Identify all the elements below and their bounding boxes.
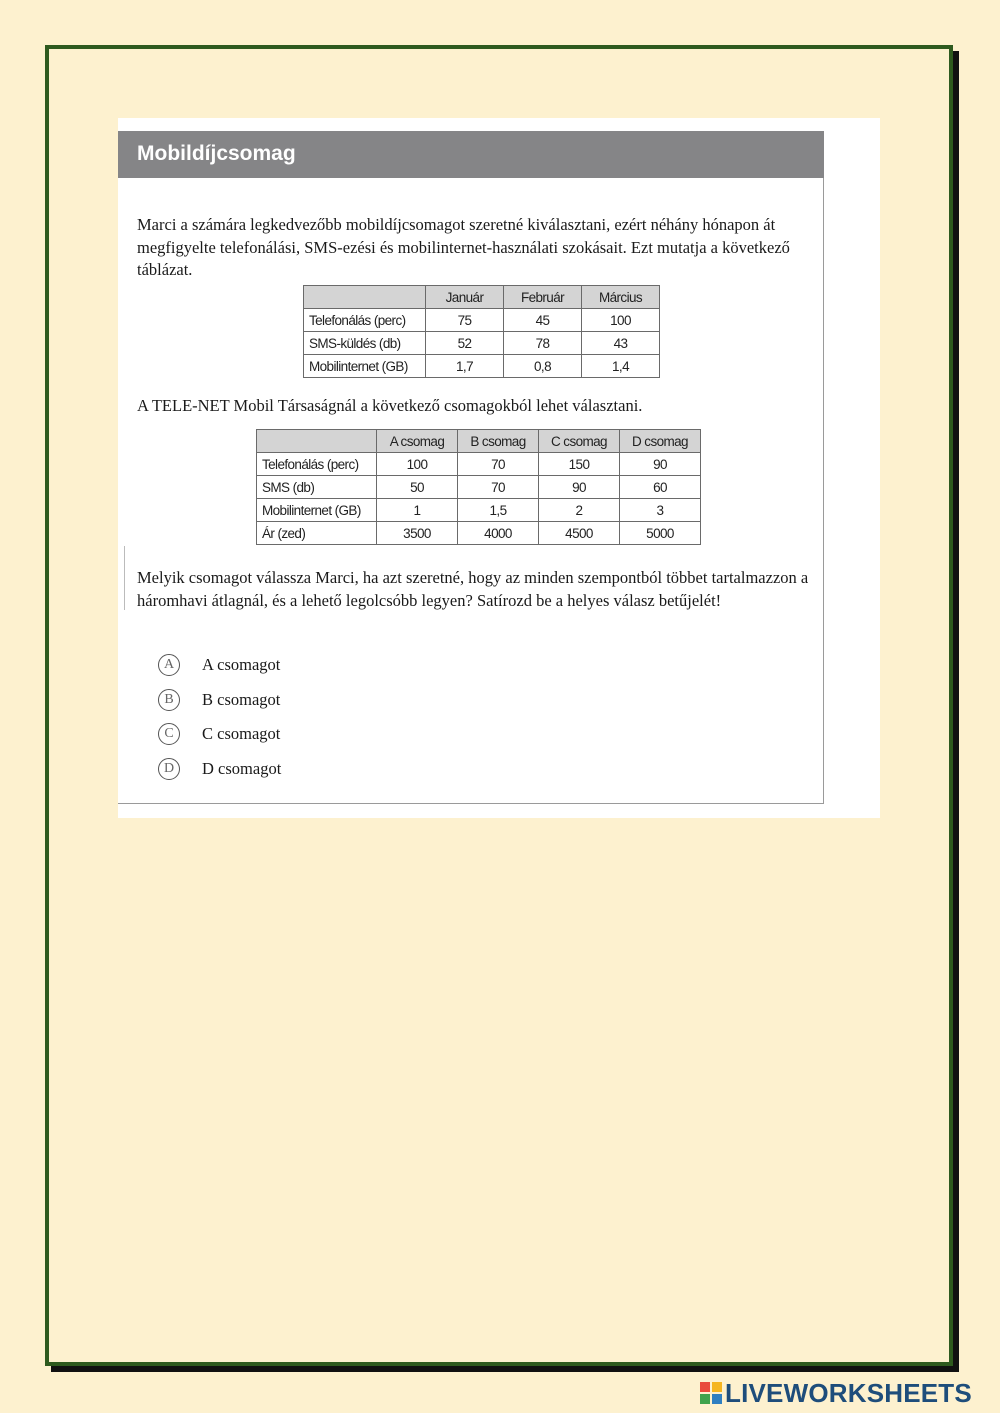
table-cell: 70	[458, 453, 539, 476]
table-cell: 1,5	[458, 499, 539, 522]
logo-block	[700, 1394, 710, 1404]
table-cell: 1	[377, 499, 458, 522]
table-cell: 5000	[620, 522, 701, 545]
table-cell: 1,7	[426, 355, 504, 378]
usage-table-header-cell: Január	[426, 286, 504, 309]
option-a-bubble[interactable]: A	[158, 654, 180, 676]
row-label: Mobilinternet (GB)	[257, 499, 377, 522]
table-cell: 43	[582, 332, 660, 355]
table-cell: 78	[504, 332, 582, 355]
card-header	[118, 131, 824, 178]
intro-paragraph: Marci a számára legkedvezőbb mobildíjcsomagot szeretné kiválasztani, ezért néhány hónapon át megfigyelte telefonálási, SMS-ezési és mobilinternet-használati szokásait. Ezt mutatja a következő táblázat.	[137, 215, 790, 279]
table-row	[304, 309, 660, 332]
logo-block	[712, 1382, 722, 1392]
option-a[interactable]	[158, 653, 281, 677]
table-cell: 4500	[539, 522, 620, 545]
table-cell: 90	[620, 453, 701, 476]
table-cell: 150	[539, 453, 620, 476]
usage-table-header-cell: Március	[582, 286, 660, 309]
table-cell: 0,8	[504, 355, 582, 378]
answer-options	[158, 653, 281, 791]
table-cell: 1,4	[582, 355, 660, 378]
table-cell: 60	[620, 476, 701, 499]
option-d-bubble[interactable]: D	[158, 758, 180, 780]
option-d-label: D csomagot	[202, 758, 282, 778]
table-row	[304, 332, 660, 355]
option-d[interactable]	[158, 757, 281, 781]
packages-table-header-cell: B csomag	[458, 430, 539, 453]
logo-blocks-icon	[700, 1382, 722, 1404]
logo-block	[712, 1394, 722, 1404]
row-label: Telefonálás (perc)	[304, 309, 426, 332]
table-row	[257, 476, 701, 499]
row-label: Telefonálás (perc)	[257, 453, 377, 476]
row-label: Mobilinternet (GB)	[304, 355, 426, 378]
table-cell: 100	[582, 309, 660, 332]
table-cell: 52	[426, 332, 504, 355]
row-label: Ár (zed)	[257, 522, 377, 545]
table-row	[257, 499, 701, 522]
table-cell: 50	[377, 476, 458, 499]
table-cell: 3500	[377, 522, 458, 545]
packages-table-header-cell	[257, 430, 377, 453]
packages-table-header-cell: D csomag	[620, 430, 701, 453]
option-c-label: C csomagot	[202, 724, 281, 743]
page-title: Mobildíjcsomag	[137, 142, 296, 165]
logo-text: LIVEWORKSHEETS	[725, 1377, 972, 1408]
usage-table-header-row	[304, 286, 660, 309]
table-cell: 45	[504, 309, 582, 332]
option-a-label: A csomagot	[202, 655, 281, 674]
table-row	[257, 522, 701, 545]
question-text: Melyik csomagot válassza Marci, ha azt szeretné, hogy az minden szempontból többet tartalmazzon a háromhavi átlagnál, és a lehető legolcsóbb legyen? Satírozd be a helyes válasz betűjelét!	[137, 568, 809, 610]
usage-table	[303, 285, 660, 378]
row-label: SMS (db)	[257, 476, 377, 499]
table-cell: 3	[620, 499, 701, 522]
table-cell: 70	[458, 476, 539, 499]
packages-table-header-cell: A csomag	[377, 430, 458, 453]
table-cell: 75	[426, 309, 504, 332]
usage-table-header-cell: Február	[504, 286, 582, 309]
scan-edge-mark	[118, 546, 125, 610]
packages-table-header-row	[257, 430, 701, 453]
liveworksheets-logo[interactable]	[700, 1378, 972, 1408]
option-b[interactable]	[158, 688, 281, 712]
logo-block	[700, 1382, 710, 1392]
option-b-bubble[interactable]: B	[158, 689, 180, 711]
usage-table-header-cell	[304, 286, 426, 309]
table-cell: 90	[539, 476, 620, 499]
exercise-card	[118, 118, 880, 818]
table-cell: 4000	[458, 522, 539, 545]
table-cell: 100	[377, 453, 458, 476]
row-label: SMS-küldés (db)	[304, 332, 426, 355]
option-c-bubble[interactable]: C	[158, 723, 180, 745]
option-b-label: B csomagot	[202, 689, 281, 709]
table-cell: 2	[539, 499, 620, 522]
table-row	[304, 355, 660, 378]
table-row	[257, 453, 701, 476]
packages-intro: A TELE-NET Mobil Társaságnál a következő csomagokból lehet választani.	[137, 396, 643, 415]
packages-table	[256, 429, 701, 545]
packages-table-header-cell: C csomag	[539, 430, 620, 453]
option-c[interactable]	[158, 722, 281, 746]
